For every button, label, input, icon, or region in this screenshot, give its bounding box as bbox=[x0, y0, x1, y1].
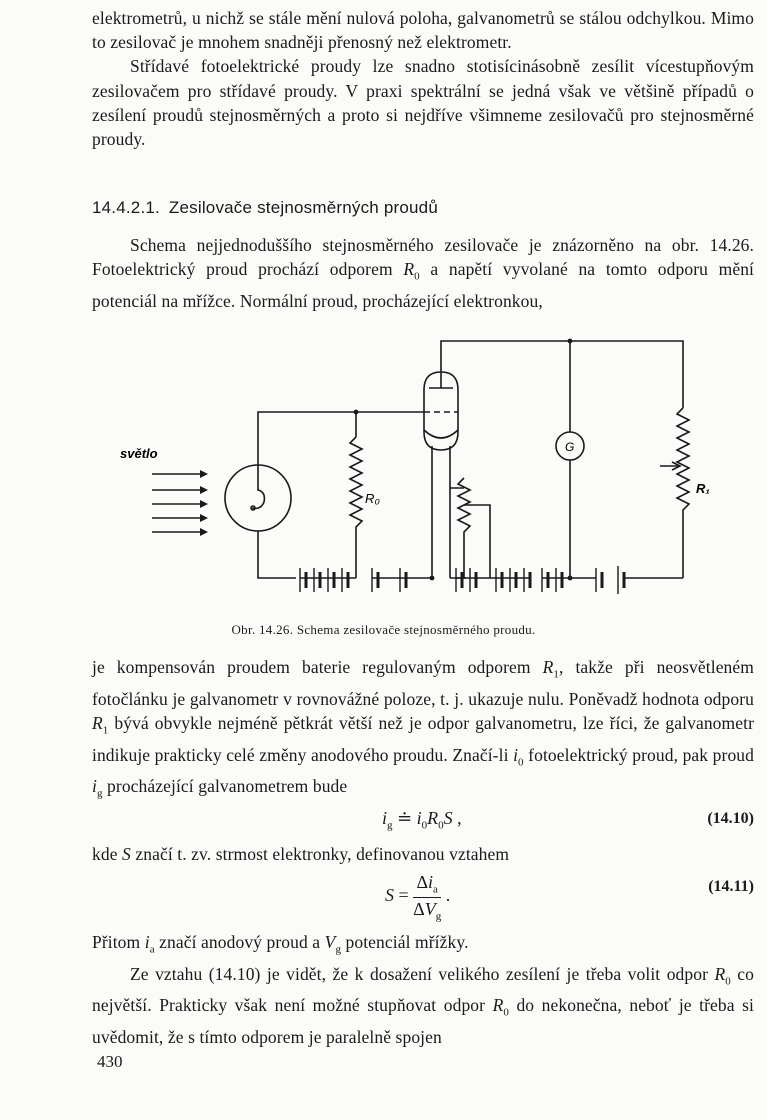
wire-grid bbox=[258, 412, 424, 475]
section-heading bbox=[92, 198, 438, 218]
section-number: 14.4.2.1. bbox=[92, 198, 160, 217]
paragraph-continuation: elektrometrů, u nichž se stále mění nulová poloha, galvanometrů se stálou odchylkou. Mimo to zesilovač je mnohem snadněji přenosný než elektrometr. bbox=[92, 8, 754, 53]
body-text-1 bbox=[92, 655, 754, 806]
paragraph-transconductance: kde S značí t. zv. strmost elektronky, definovanou vztahem bbox=[92, 844, 510, 864]
tube-leads bbox=[432, 446, 450, 578]
paragraph-ac-amplifiers: Střídavé fotoelektrické proudy lze snadno stotisícinásobně zesílit vícestupňovým zesilovačem pro střídavé proudy. V praxi spektrální se jedná však ve většině případů o zesílení proudů stejnosměrných a proto si nejdříve všimneme zesilovačů pro stejnosměrné proudy. bbox=[92, 56, 754, 150]
paragraph-intro: Schema nejjednoduššího stejnosměrného zesilovače je znázorněno na obr. 14.26. Fotoelektrický proud prochází odporem $R_0$ a napětí vyvolané na tomto odporu mění potenciál na mřížce. Normální proud, procházející elektronkou, bbox=[92, 235, 755, 311]
body-text-2 bbox=[92, 842, 754, 866]
resistor-r1 bbox=[677, 408, 689, 578]
label-r0: R₀ bbox=[365, 491, 380, 506]
equation-14-10: $i_g$ ≐ $i_0R_0S$ , (14.10) bbox=[382, 808, 754, 832]
light-arrowheads bbox=[200, 470, 208, 536]
section-title: Zesilovače stejnosměrných proudů bbox=[168, 198, 438, 217]
potentiometer bbox=[458, 478, 470, 578]
page-number: 430 bbox=[97, 1052, 123, 1071]
label-galvanometer: G bbox=[565, 440, 575, 454]
intro-text bbox=[92, 233, 754, 313]
tube-cathode bbox=[424, 430, 458, 438]
circuit-diagram bbox=[0, 330, 767, 620]
equation-number: (14.10) bbox=[707, 810, 754, 827]
paragraph-definitions: Přitom $i_a$ značí anodový proud a $V_g$ potenciál mřížky. bbox=[92, 932, 469, 956]
equation-14-11: S = $\frac{\Delta i_a}{\Delta V_g}$ . (14.11) bbox=[385, 872, 754, 923]
photocell-cathode bbox=[252, 475, 264, 508]
figure-caption: Obr. 14.26. Schema zesilovače stejnosměrného proudu. bbox=[231, 622, 536, 637]
top-text bbox=[92, 6, 754, 151]
label-r1: R₁ bbox=[696, 481, 710, 496]
light-rays bbox=[152, 474, 200, 532]
wire-top bbox=[441, 341, 683, 408]
label-light: světlo bbox=[120, 446, 158, 461]
body-text-3 bbox=[92, 930, 754, 1049]
wire-photocell-bottom bbox=[258, 531, 296, 578]
paragraph-compensation: je kompensován proudem baterie regulovaným odporem $R_1$, takže při neosvětleném fotočlánku je galvanometr v rovnovážné poloze, t. j. ukazuje nulu. Poněvadž hodnota odporu $R_1$ bývá obvykle nejméně pětkrát větší než je odpor galvanometru, lze říci, že galvanometr indikuje prakticky celé změny anodového proudu. Značí-li $i_0$ fotoelektrický proud, pak proud $i_g$ procházející galvanometrem bude bbox=[92, 657, 754, 800]
paragraph-gain: Ze vztahu (14.10) je vidět, že k dosažení velikého zesílení je třeba volit odpor $R_0$ co největší. Prakticky však není možné stupňovat odpor $R_0$ do nekonečna, neboť je třeba si uvědomit, že s tímto odporem je paralelně spojen bbox=[92, 963, 754, 1048]
resistor-r0 bbox=[350, 437, 362, 578]
equation-number: (14.11) bbox=[708, 878, 754, 895]
battery-bank bbox=[300, 566, 624, 594]
fraction: $\frac{\Delta i_a}{\Delta V_g}$ bbox=[413, 872, 442, 923]
